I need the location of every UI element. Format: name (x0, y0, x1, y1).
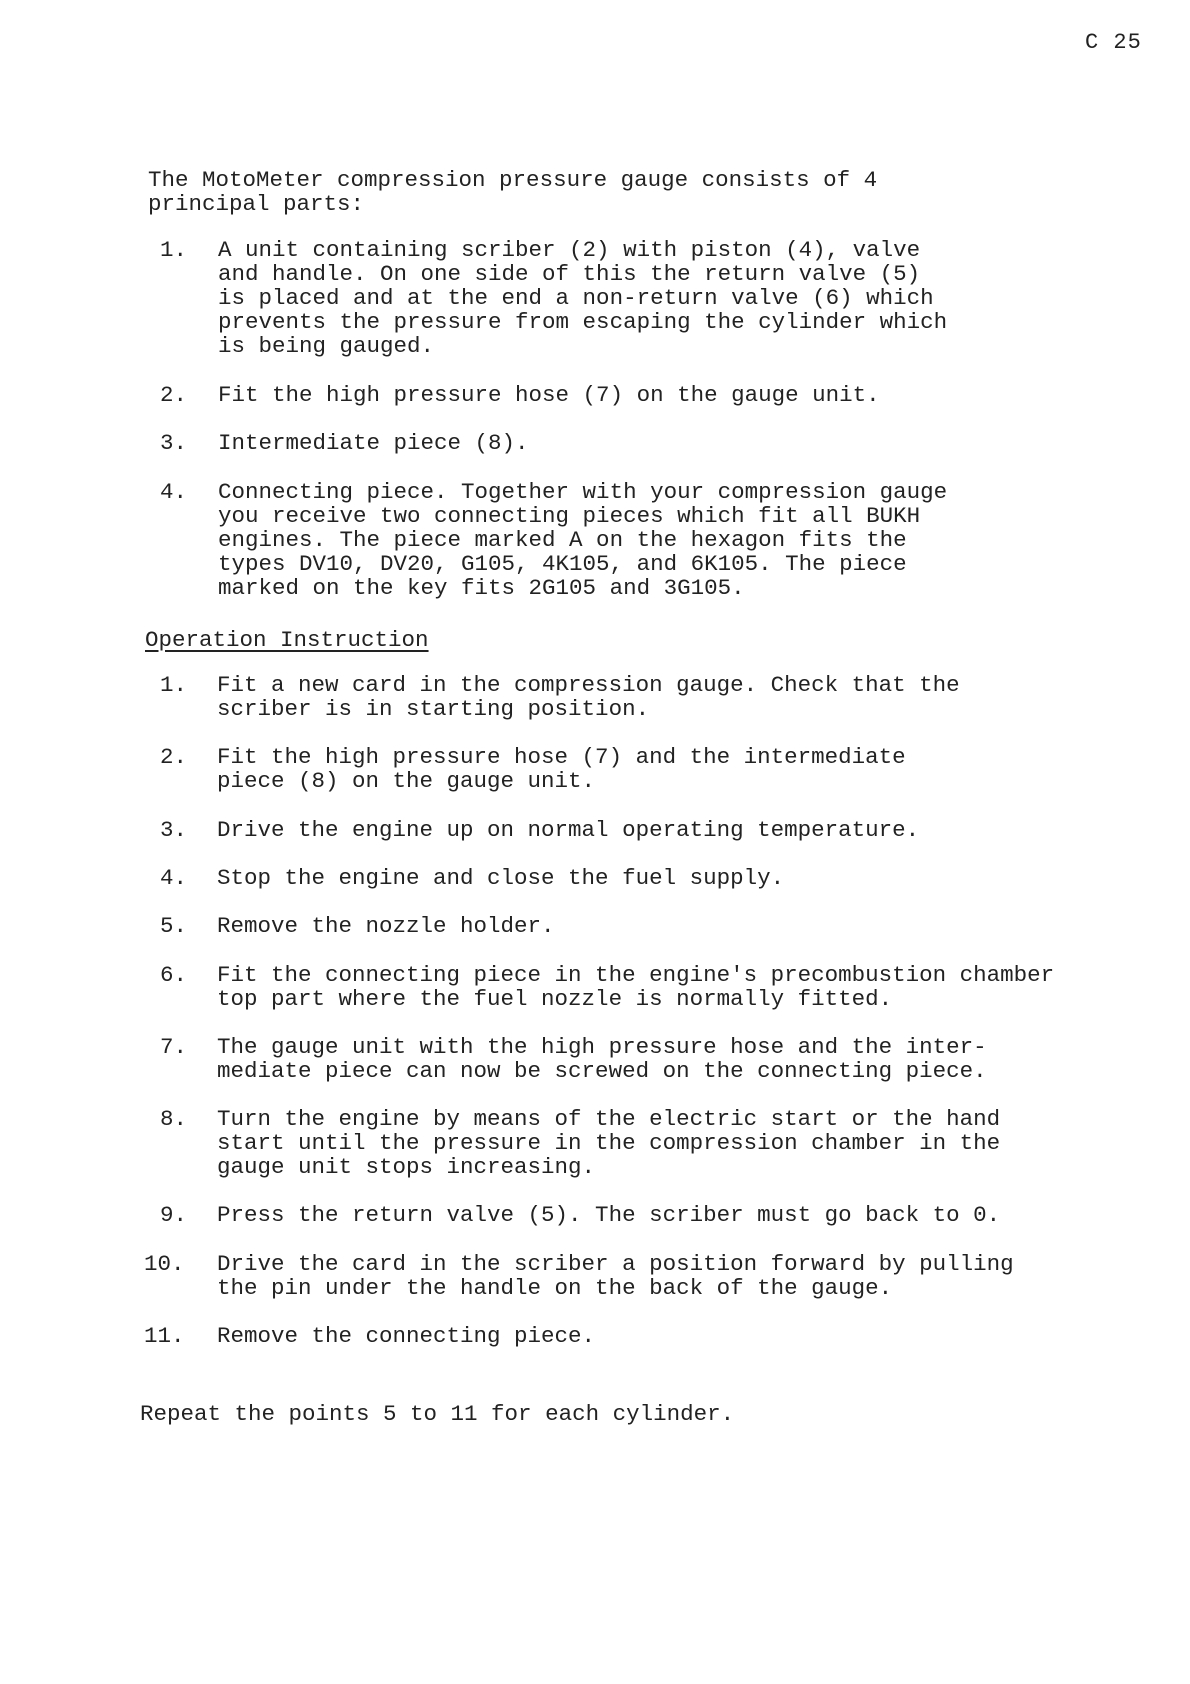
part-number: 1. (160, 237, 188, 263)
part-line: prevents the pressure from escaping the cylinder which (218, 309, 948, 335)
part-line: Intermediate piece (8). (218, 430, 529, 456)
part-line: Connecting piece. Together with your compression gauge (218, 479, 948, 505)
step-number: 6. (160, 962, 188, 988)
step-line: start until the pressure in the compression chamber in the (217, 1130, 1001, 1156)
step-number: 8. (160, 1106, 188, 1132)
part-line: marked on the key fits 2G105 and 3G105. (218, 575, 745, 601)
part-line: is placed and at the end a non-return valve (6) which (218, 285, 934, 311)
step-number: 11. (144, 1323, 185, 1349)
part-number: 3. (160, 430, 188, 456)
step-line: Remove the nozzle holder. (217, 913, 555, 939)
part-line: and handle. On one side of this the return valve (5) (218, 261, 921, 287)
step-line: gauge unit stops increasing. (217, 1154, 596, 1180)
step-line: Drive the engine up on normal operating temperature. (217, 817, 920, 843)
step-line: Drive the card in the scriber a position forward by pulling (217, 1251, 1014, 1277)
step-line: Fit the high pressure hose (7) and the intermediate (217, 744, 906, 770)
step-line: Turn the engine by means of the electric start or the hand (217, 1106, 1001, 1132)
step-line: Fit a new card in the compression gauge. Check that the (217, 672, 960, 698)
part-line: types DV10, DV20, G105, 4K105, and 6K105. The piece (218, 551, 907, 577)
step-number: 2. (160, 744, 188, 770)
step-number: 4. (160, 865, 188, 891)
part-number: 2. (160, 382, 188, 408)
intro-line: The MotoMeter compression pressure gauge consists of 4 (148, 167, 878, 193)
step-number: 3. (160, 817, 188, 843)
step-number: 7. (160, 1034, 188, 1060)
step-line: piece (8) on the gauge unit. (217, 768, 596, 794)
intro-line: principal parts: (148, 191, 365, 217)
step-line: Remove the connecting piece. (217, 1323, 596, 1349)
step-line: top part where the fuel nozzle is normally fitted. (217, 986, 893, 1012)
step-line: Press the return valve (5). The scriber must go back to 0. (217, 1202, 1001, 1228)
part-line: Fit the high pressure hose (7) on the gauge unit. (218, 382, 880, 408)
step-line: scriber is in starting position. (217, 696, 650, 722)
section-heading: Operation Instruction (145, 627, 429, 653)
step-number: 10. (144, 1251, 185, 1277)
part-line: engines. The piece marked A on the hexagon fits the (218, 527, 907, 553)
part-line: you receive two connecting pieces which fit all BUKH (218, 503, 921, 529)
step-number: 1. (160, 672, 188, 698)
step-line: mediate piece can now be screwed on the connecting piece. (217, 1058, 987, 1084)
step-line: the pin under the handle on the back of the gauge. (217, 1275, 893, 1301)
step-number: 5. (160, 913, 188, 939)
step-number: 9. (160, 1202, 188, 1228)
part-line: is being gauged. (218, 333, 435, 359)
step-line: Stop the engine and close the fuel supply. (217, 865, 785, 891)
part-number: 4. (160, 479, 188, 505)
step-line: Fit the connecting piece in the engine's precombustion chamber (217, 962, 1055, 988)
closing-note: Repeat the points 5 to 11 for each cylinder. (140, 1401, 735, 1427)
page-number: C 25 (1085, 30, 1142, 55)
step-line: The gauge unit with the high pressure hose and the inter- (217, 1034, 987, 1060)
part-line: A unit containing scriber (2) with piston (4), valve (218, 237, 921, 263)
